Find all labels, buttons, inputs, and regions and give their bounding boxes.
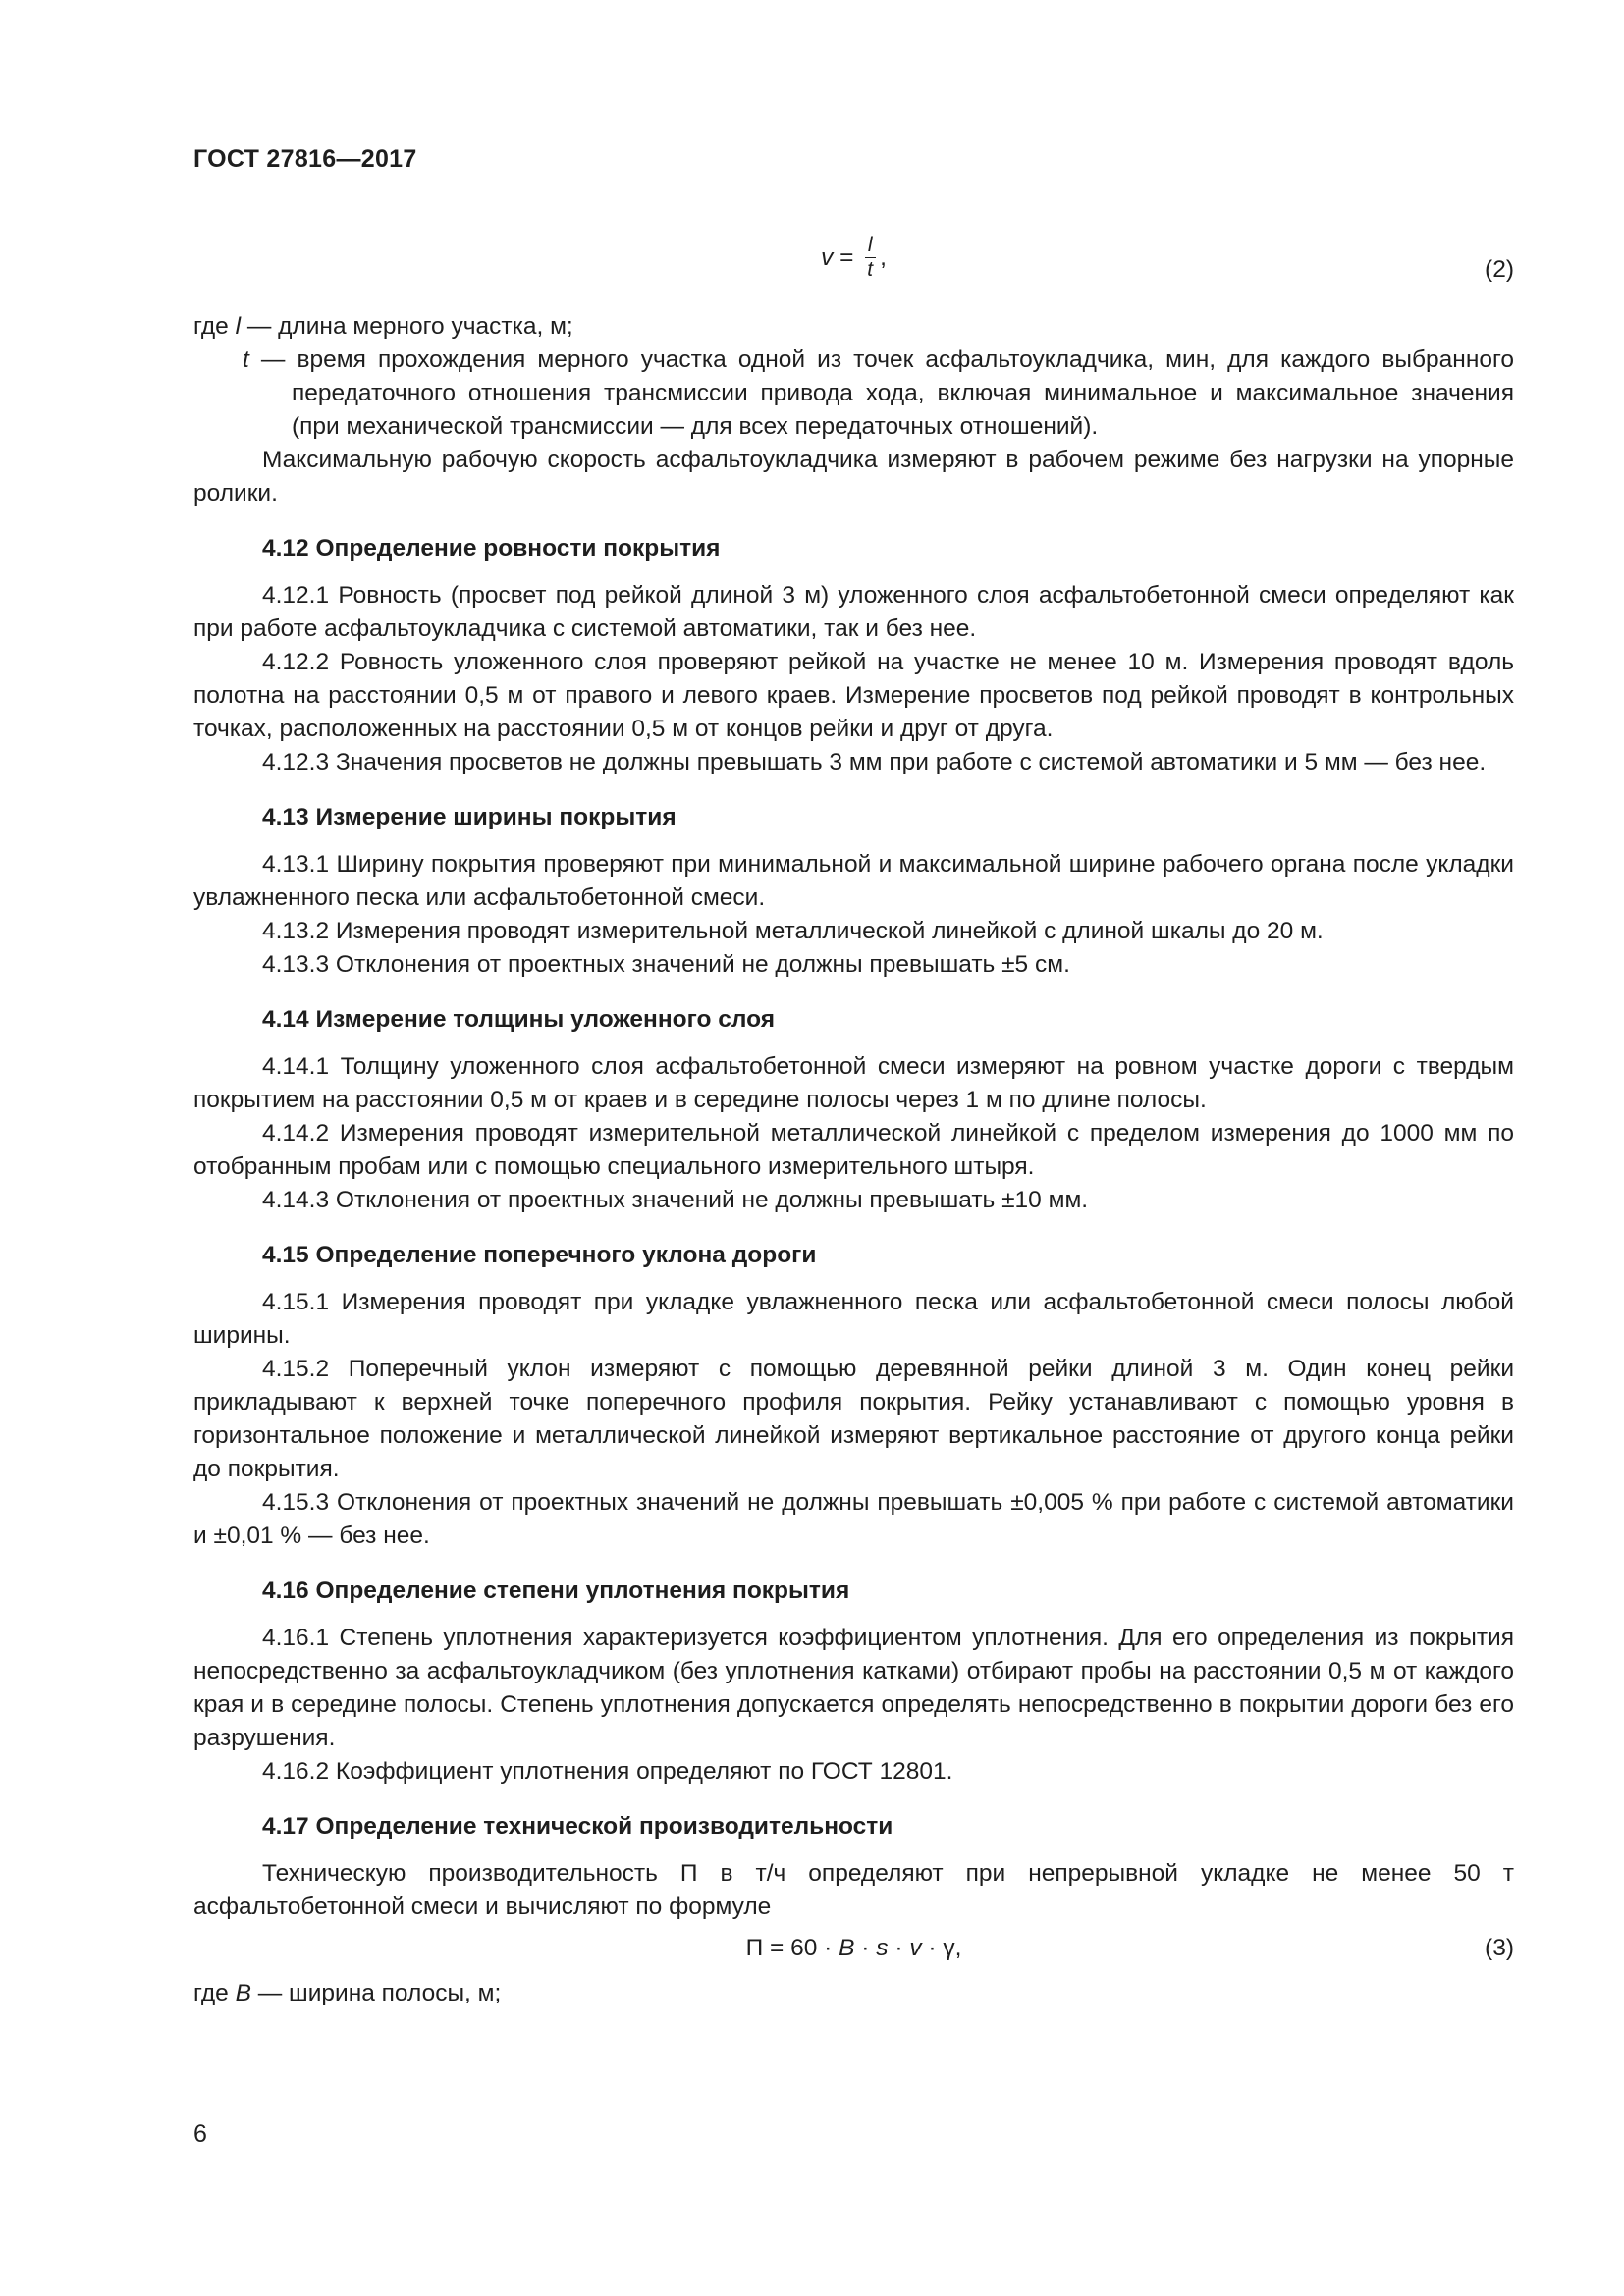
fraction xyxy=(864,234,876,282)
paragraph-4-14-3: 4.14.3 Отклонения от проектных значений не должны превышать ±10 мм. xyxy=(262,1187,1089,1213)
paragraph-4-13-3: 4.13.3 Отклонения от проектных значений не должны превышать ±5 см. xyxy=(262,951,1070,978)
where-prefix: где xyxy=(193,313,236,340)
paragraph: Максимальную рабочую скорость асфальтоукладчика измеряют в рабочем режиме без нагрузки на упорные ролики. xyxy=(193,447,1514,507)
where-t-text: — время прохождения мерного участка одной из точек асфальтоукладчика, мин, для каждого выбранного передаточного отношения трансмиссии привода хода, включая минимальное и максимальное значения (при механической трансмиссии — для всех передаточных отношений). xyxy=(248,347,1514,440)
where-t xyxy=(193,344,1514,444)
paragraph-4-15-2: 4.15.2 Поперечный уклон измеряют с помощью деревянной рейки длиной 3 м. Один конец рейки прикладывают к верхней точке поперечного профиля покрытия. Рейку устанавливают с помощью уровня в горизонтальное положение и металлической линейкой измеряют вертикальное расстояние от другого конца рейки до покрытия. xyxy=(193,1356,1514,1482)
section-title-4-14: 4.14 Измерение толщины уложенного слоя xyxy=(262,1006,776,1033)
var-B: B xyxy=(235,1980,251,2006)
formula-var-v: v xyxy=(821,243,834,271)
document-header: ГОСТ 27816—2017 xyxy=(193,145,417,173)
paragraph-4-16-1: 4.16.1 Степень уплотнения характеризуется коэффициентом уплотнения. Для его определения из покрытия непосредственно за асфальтоукладчиком (без уплотнения катками) отбирают пробы на расстоянии 0,5 м от каждого края и в середине полосы. Степень уплотнения допускается определять непосредственно в покрытии дороги без его разрушения. xyxy=(193,1625,1514,1751)
section-title-4-17: 4.17 Определение технической производительности xyxy=(262,1813,893,1840)
formula-3-pre: П = 60 · xyxy=(745,1935,839,1961)
paragraph-4-16-2: 4.16.2 Коэффициент уплотнения определяют по ГОСТ 12801. xyxy=(262,1758,953,1785)
formula-number: (3) xyxy=(1485,1935,1514,1961)
paragraph-4-14-1: 4.14.1 Толщину уложенного слоя асфальтобетонной смеси измеряют на ровном участке дороги с твердым покрытием на расстоянии 0,5 м от краев и в середине полосы через 1 м по длине полосы. xyxy=(193,1053,1514,1113)
paragraph-4-12-2: 4.12.2 Ровность уложенного слоя проверяют рейкой на участке не менее 10 м. Измерения проводят вдоль полотна на расстоянии 0,5 м от правого и левого краев. Измерение просветов под рейкой проводят в контрольных точках, расположенных на расстоянии 0,5 м от концов рейки и друг от друга. xyxy=(193,649,1514,742)
formula-number: (2) xyxy=(1485,256,1514,283)
paragraph-4-17: Техническую производительность П в т/ч определяют при непрерывной укладке не менее 50 т асфальтобетонной смеси и вычисляют по формуле xyxy=(193,1860,1514,1920)
var-B: B xyxy=(839,1935,855,1961)
fraction-denominator: t xyxy=(867,258,874,281)
paragraph-4-15-3: 4.15.3 Отклонения от проектных значений не должны превышать ±0,005 % при работе с системой автоматики и ±0,01 % — без нее. xyxy=(193,1489,1514,1549)
where-l xyxy=(193,310,1514,344)
paragraph-4-12-3: 4.12.3 Значения просветов не должны превышать 3 мм при работе с системой автоматики и 5 мм — без нее. xyxy=(262,749,1487,775)
formula-tail: , xyxy=(880,243,887,271)
formula-3 xyxy=(193,1932,1514,1977)
formula-dot: · xyxy=(854,1935,877,1961)
section-title-4-15: 4.15 Определение поперечного уклона дороги xyxy=(262,1242,817,1268)
formula-2-expression xyxy=(193,234,1514,282)
paragraph-4-13-2: 4.13.2 Измерения проводят измерительной металлической линейкой с длиной шкалы до 20 м. xyxy=(262,918,1324,944)
formula-3-expression xyxy=(193,1932,1514,1965)
document-body xyxy=(193,234,1514,2010)
formula-3-tail: · γ, xyxy=(921,1935,962,1961)
where-B xyxy=(193,1977,1514,2010)
paragraph-4-15-1: 4.15.1 Измерения проводят при укладке увлажненного песка или асфальтобетонной смеси полосы любой ширины. xyxy=(193,1289,1514,1349)
paragraph-4-14-2: 4.14.2 Измерения проводят измерительной металлической линейкой с пределом измерения до 1000 мм по отобранным пробам или с помощью специального измерительного штыря. xyxy=(193,1120,1514,1180)
where-l-text: — длина мерного участка, м; xyxy=(241,313,573,340)
paragraph-4-12-1: 4.12.1 Ровность (просвет под рейкой длиной 3 м) уложенного слоя асфальтобетонной смеси определяют как при работе асфальтоукладчика с системой автоматики, так и без нее. xyxy=(193,582,1514,642)
var-v: v xyxy=(909,1935,922,1961)
section-title-4-16: 4.16 Определение степени уплотнения покрытия xyxy=(262,1577,850,1604)
fraction-numerator: l xyxy=(865,234,876,258)
where-prefix: где xyxy=(193,1980,236,2006)
var-s: s xyxy=(876,1935,889,1961)
formula-2 xyxy=(193,234,1514,310)
paragraph-4-13-1: 4.13.1 Ширину покрытия проверяют при минимальной и максимальной ширине рабочего органа после укладки увлажненного песка или асфальтобетонной смеси. xyxy=(193,851,1514,911)
var-t: t xyxy=(243,347,249,373)
where-B-text: — ширина полосы, м; xyxy=(250,1980,502,2006)
section-title-4-13: 4.13 Измерение ширины покрытия xyxy=(262,804,677,830)
var-l: l xyxy=(235,313,242,340)
formula-dot: · xyxy=(888,1935,910,1961)
formula-eq: = xyxy=(833,243,861,271)
section-title-4-12: 4.12 Определение ровности покрытия xyxy=(262,535,721,561)
page-number: 6 xyxy=(193,2120,207,2148)
